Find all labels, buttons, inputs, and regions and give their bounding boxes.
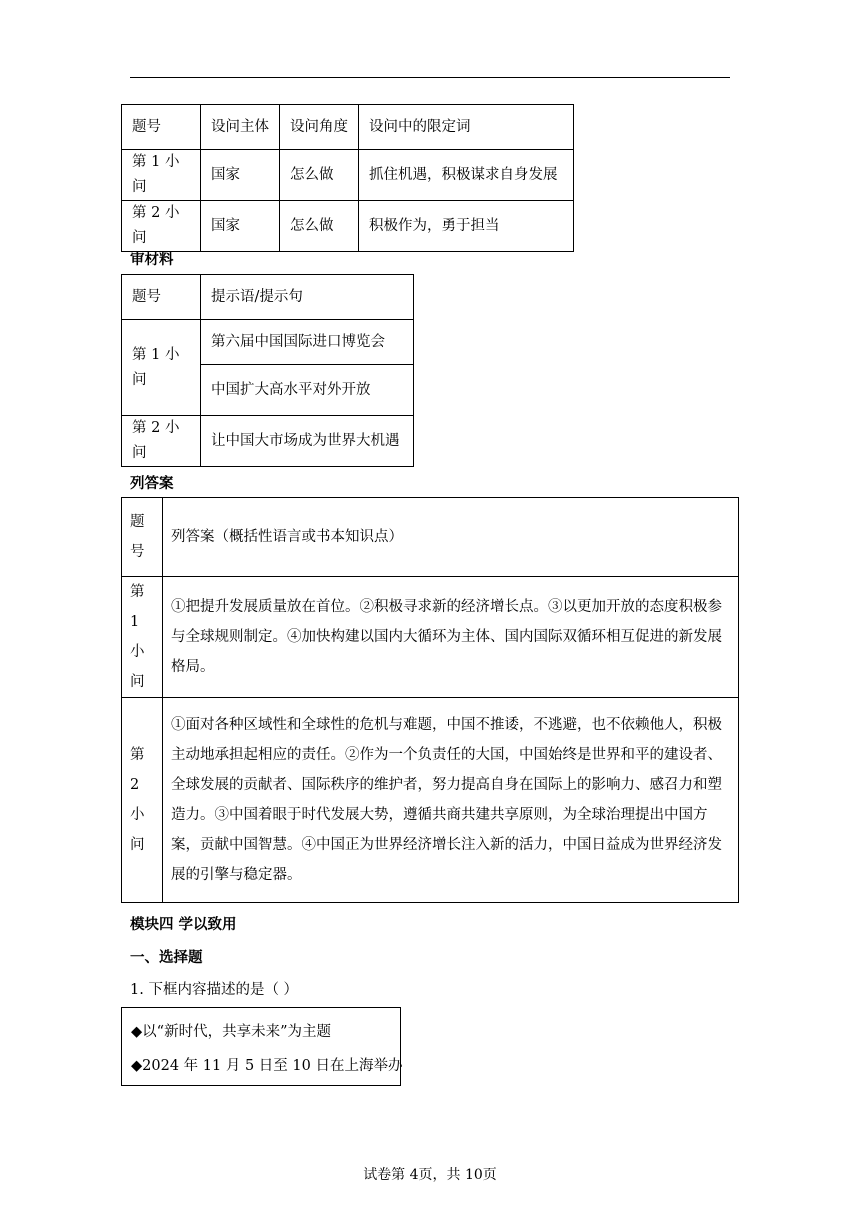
table-cell: 第 2 小问 (122, 416, 201, 467)
table-cell: 列答案（概括性语言或书本知识点） (163, 498, 739, 577)
table-header-row (122, 275, 414, 320)
table-cell: 第 2 小问 (122, 698, 163, 903)
question-1-info-box (121, 1007, 401, 1086)
table-cell: ①面对各种区域性和全球性的危机与难题，中国不推诿，不逃避，也不依赖他人，积极主动地承担起相应的责任。②作为一个负责任的大国，中国始终是世界和平的建设者、全球发展的贡献者、国际秩序的维护者，努力提高自身在国际上的影响力、感召力和塑造力。③中国着眼于时代发展大势，遵循共商共建共享原则，为全球治理提出中国方案，贡献中国智慧。④中国正为世界经济增长注入新的活力，中国日益成为世界经济发展的引擎与稳定器。 (163, 698, 739, 903)
table-header-row (122, 105, 574, 150)
page-footer: 试卷第 4页，共 10页 (363, 1167, 497, 1183)
table-cell: 题号 (122, 105, 201, 150)
table-cell: 国家 (201, 201, 280, 252)
table-row (122, 150, 574, 201)
table-cell: 第 1 小问 (122, 150, 201, 201)
table-cell: 题号 (122, 275, 201, 320)
table-cell: 国家 (201, 150, 280, 201)
table-cell: 第 1 小问 (122, 320, 201, 416)
table-cell: 抓住机遇，积极谋求自身发展 (359, 150, 574, 201)
section-heading-answer: 列答案 (130, 476, 174, 492)
table-cell: 第 2 小问 (122, 201, 201, 252)
table-row (122, 698, 739, 903)
material-hint-table (121, 274, 414, 467)
answer-table (121, 497, 739, 903)
table-cell: 设问中的限定词 (359, 105, 574, 150)
table-cell: 设问主体 (201, 105, 280, 150)
table-header-row (122, 498, 739, 577)
table-row (122, 320, 414, 365)
table-row (122, 577, 739, 698)
table-cell: 中国扩大高水平对外开放 (201, 365, 414, 416)
module-title: 模块四 学以致用 (130, 917, 237, 933)
section-heading-choice: 一、选择题 (130, 950, 203, 966)
table-cell: 提示语/提示句 (201, 275, 414, 320)
info-box-line: ◆以“新时代，共享未来”为主题 (131, 1024, 331, 1040)
table-cell: 积极作为，勇于担当 (359, 201, 574, 252)
header-rule (130, 77, 730, 78)
question-1-text: 1. 下框内容描述的是（ ） (130, 982, 299, 998)
table-cell: 怎么做 (280, 201, 359, 252)
info-box-line: ◆2024 年 11 月 5 日至 10 日在上海举办 (131, 1058, 403, 1074)
table-cell: 让中国大市场成为世界大机遇 (201, 416, 414, 467)
question-analysis-table (121, 104, 574, 252)
table-row (122, 201, 574, 252)
table-cell: ①把提升发展质量放在首位。②积极寻求新的经济增长点。③以更加开放的态度积极参与全球规则制定。④加快构建以国内大循环为主体、国内国际双循环相互促进的新发展格局。 (163, 577, 739, 698)
table-cell: 第 1 小问 (122, 577, 163, 698)
table-row (122, 416, 414, 467)
table-cell: 题号 (122, 498, 163, 577)
section-heading-material: 审材料 (130, 252, 174, 268)
table-cell: 怎么做 (280, 150, 359, 201)
table-cell: 第六届中国国际进口博览会 (201, 320, 414, 365)
table-cell: 设问角度 (280, 105, 359, 150)
